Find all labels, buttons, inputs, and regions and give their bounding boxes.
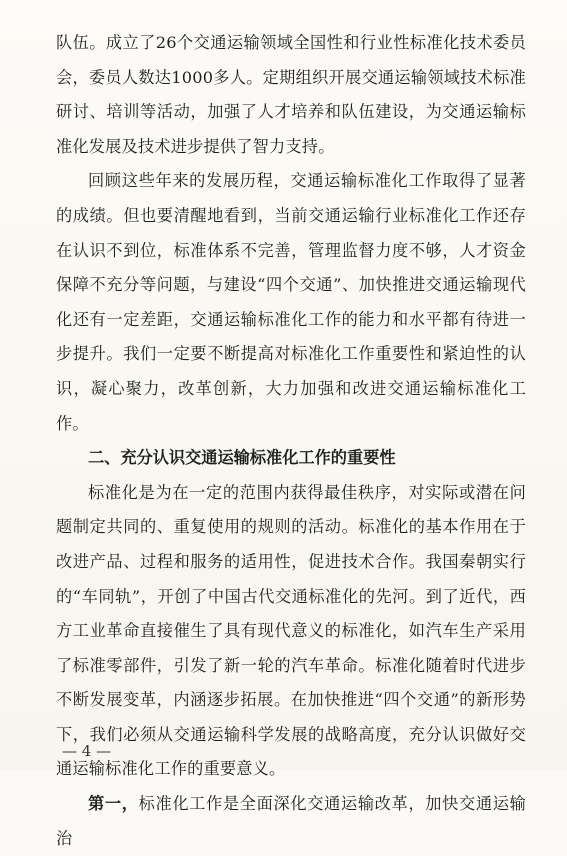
page-number: — 4 —: [62, 742, 112, 760]
paragraph-3: 标准化是为在一定的范围内获得最佳秩序，对实际或潜在问题制定共同的、重复使用的规则的活动。标准化的基本作用在于改进产品、过程和服务的适用性，促进技术合作。我国秦朝实行的“车同轨”，开创了中国古代交通标准化的先河。到了近代，西方工业革命直接催生了具有现代意义的标准化，如汽车生产采用了标准零部件，引发了新一轮的汽车革命。标准化随着时代进步不断发展变革，内涵逐步拓展。在加快推进“四个交通”的新形势下，我们必须从交通运输科学发展的战略高度，充分认识做好交通运输标准化工作的重要意义。: [56, 482, 526, 779]
paragraph-2: 回顾这些年来的发展历程，交通运输标准化工作取得了显著的成绩。但也要清醒地看到，当前交通运输行业标准化工作还存在认识不到位，标准体系不完善，管理监督力度不够，人才资金保障不充分等问题，与建设“四个交通”、加快推进交通运输现代化还有一定差距，交通运输标准化工作的能力和水平都有待进一步提升。我们一定要不断提高对标准化工作重要性和紧迫性的认识，凝心聚力，改革创新，大力加强和改进交通运输标准化工作。: [56, 171, 526, 433]
paragraph-1: 队伍。成立了26个交通运输领域全国性和行业性标准化技术委员会，委员人数达1000多人。定期组织开展交通运输领域技术标准研讨、培训等活动，加强了人才培养和队伍建设，为交通运输标准化发展及技术进步提供了智力支持。: [56, 33, 526, 156]
paragraph-4-text: 标准化工作是全面深化交通运输改革，加快交通运输治: [56, 794, 526, 848]
paragraph-4: [56, 787, 526, 856]
section-heading: 二、充分认识交通运输标准化工作的重要性: [88, 448, 396, 468]
document-body: [56, 26, 526, 856]
paragraph-4-lead: 第一，: [88, 794, 139, 814]
